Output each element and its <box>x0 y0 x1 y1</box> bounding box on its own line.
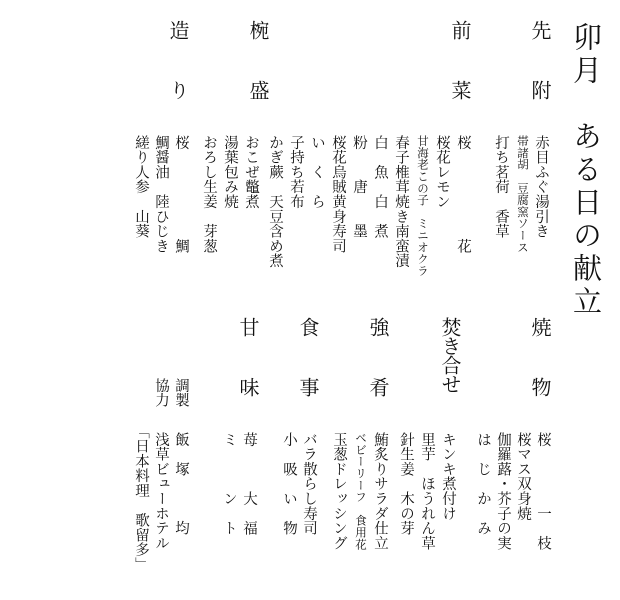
shiizakana-item-3: 玉葱ドレッシング <box>331 432 347 551</box>
heading-takiawase: 焚き合せ <box>438 317 462 393</box>
wanmori-item-2: 湯葉包み焼 <box>222 135 238 209</box>
takiawase-item-1: キンキ煮付け <box>440 432 456 521</box>
zensai-item-5: 白 魚 白 煮 <box>372 135 388 239</box>
heading-wanmori: 椀盛 <box>246 20 270 100</box>
heading-shokuji: 食事 <box>296 317 320 397</box>
kanmi-item-2: ミ ン ト <box>221 432 237 536</box>
sakizuke-item-1: 赤目ふぐ湯引き <box>533 135 549 239</box>
zensai-item-9: 子持ち若布 <box>288 135 304 209</box>
heading-sakizuke: 先附 <box>528 20 552 100</box>
tsukuri-item-1: 桜 鯛 <box>173 135 189 254</box>
shokuji-item-1: バラ散らし寿司 <box>301 432 317 536</box>
yakimono-item-1: 桜 一 枝 <box>535 432 551 551</box>
zensai-item-6: 粉 唐 墨 <box>351 135 367 239</box>
takiawase-item-3: 針生姜 木の芽 <box>398 432 414 536</box>
tsukuri-item-2: 鯛醤油 陸ひじき <box>153 135 169 254</box>
yakimono-item-4: は じ か み <box>475 432 491 536</box>
zensai-item-10: かぎ蕨 天豆含め煮 <box>267 135 283 269</box>
label-chousei: 調製 <box>173 378 189 408</box>
zensai-item-8: い く ら <box>309 135 325 209</box>
heading-shiizakana: 強肴 <box>366 317 390 397</box>
zensai-item-4: 春子椎茸焼き南蛮漬 <box>393 135 409 269</box>
heading-yakimono: 焼物 <box>528 317 552 397</box>
sakizuke-item-2: 帯諸胡 豆腐窯ソース <box>516 135 530 253</box>
shiizakana-item-1: 鮪炙りサラダ仕立 <box>372 432 388 551</box>
zensai-item-3: 甘海老この子 ミニオクラ <box>416 135 430 277</box>
shokuji-item-2: 小 吸 い 物 <box>281 432 297 536</box>
zensai-item-7: 桜花烏賊黄身寿司 <box>330 135 346 254</box>
zensai-item-2: 桜花レモン <box>434 135 450 209</box>
hotel-name: 浅草ビューホテル <box>153 432 169 551</box>
heading-zensai: 前菜 <box>448 20 472 100</box>
chef-name: 飯 塚 均 <box>173 432 189 536</box>
label-kyouryoku: 協力 <box>153 378 169 408</box>
wanmori-item-3: おろし生姜 芽葱 <box>201 135 217 254</box>
tsukuri-item-3: 縒り人参 山葵 <box>133 135 149 239</box>
menu-title: 卯月 ある日の献立 <box>569 22 603 319</box>
yakimono-item-3: 伽羅蕗・芥子の実 <box>495 432 511 551</box>
wanmori-item-1: おこぜ鼈煮 <box>243 135 259 209</box>
yakimono-item-2: 桜マス双身焼 <box>515 432 531 521</box>
heading-tsukuri: 造り <box>166 20 190 100</box>
kanmi-item-1: 苺 大 福 <box>241 432 257 536</box>
heading-kanmi: 甘味 <box>236 317 260 397</box>
zensai-item-1: 桜 花 <box>455 135 471 254</box>
restaurant-name: 「日本料理 歌留多」 <box>133 424 149 572</box>
sakizuke-item-3: 打ち茗荷 香草 <box>493 135 509 239</box>
takiawase-item-2: 里芋 ほうれん草 <box>419 432 435 551</box>
shiizakana-item-2: ベビーリーフ 食用花 <box>354 432 368 550</box>
